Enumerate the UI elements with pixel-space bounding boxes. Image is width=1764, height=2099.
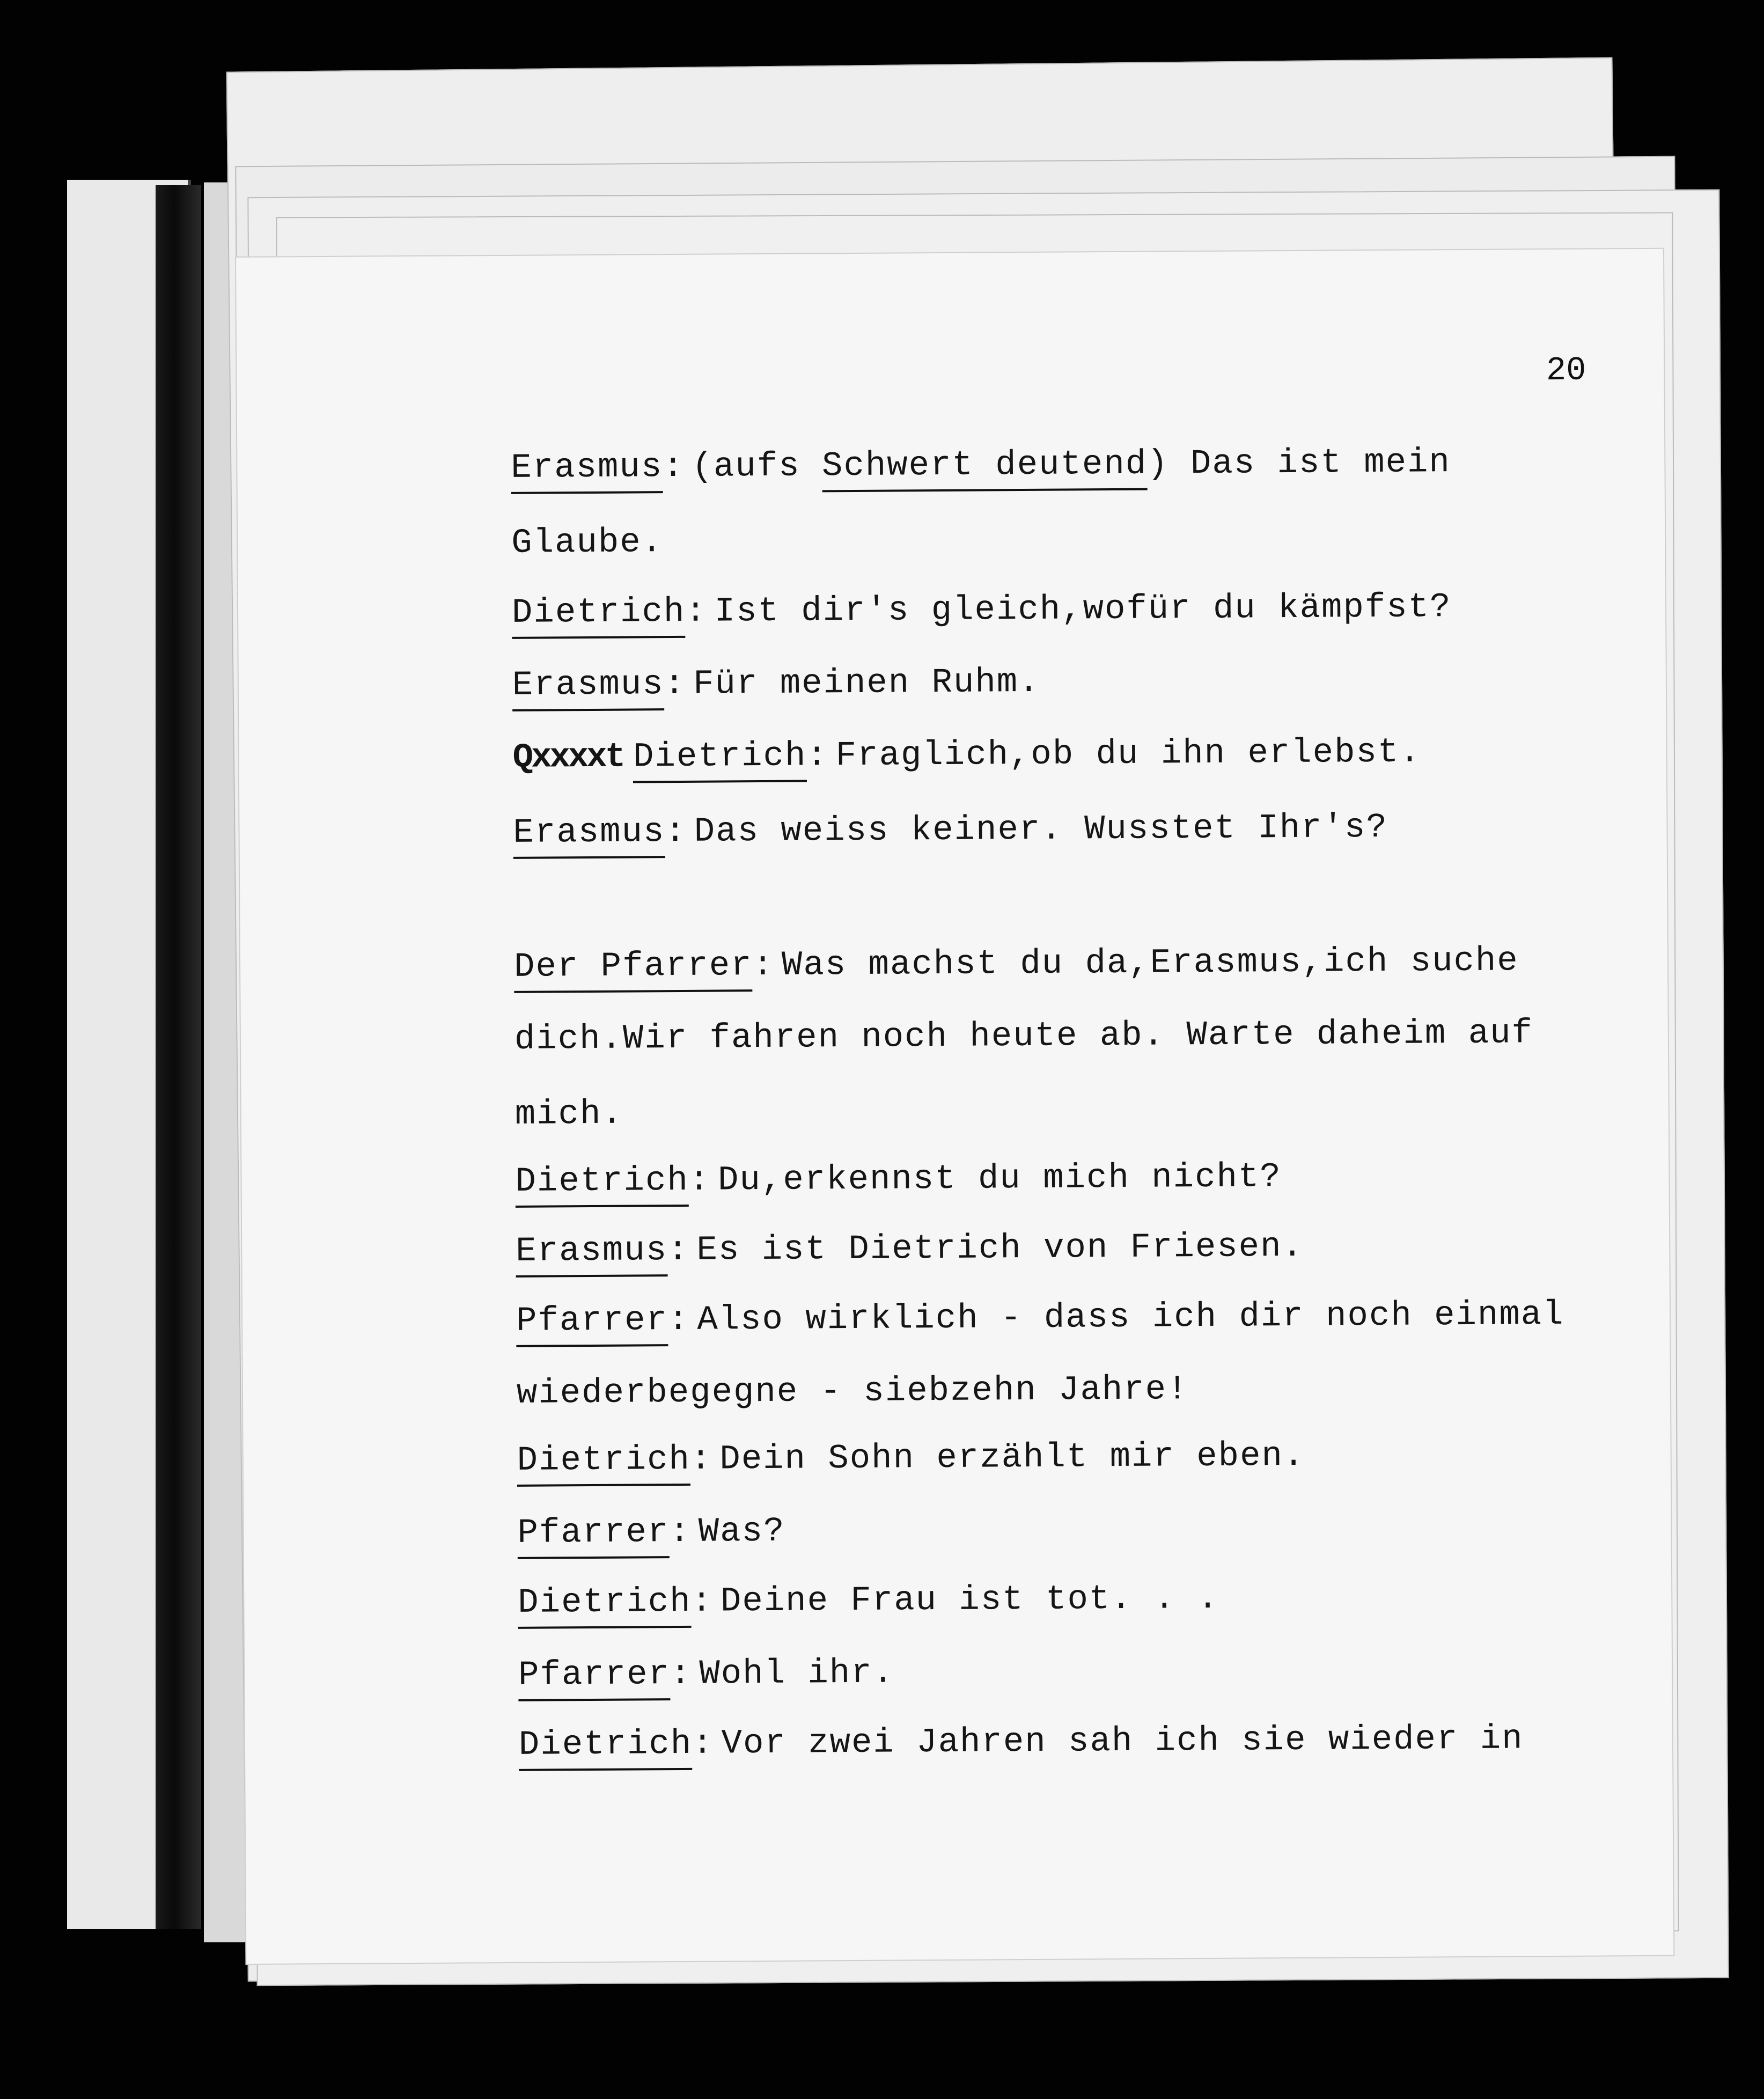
separator: : (691, 1582, 714, 1621)
script-line (513, 809, 1388, 859)
separator: : (752, 946, 775, 986)
script-line (516, 1228, 1304, 1278)
speaker-name: Dietrich (633, 737, 807, 783)
line-text: Vor zwei Jahren sah ich sie wieder in (721, 1720, 1524, 1764)
line-text: Fraglich,ob du ihn erlebst. (835, 733, 1421, 776)
line-text: ) Das ist mein (1146, 443, 1451, 484)
speaker-name: Erasmus (516, 1231, 667, 1278)
separator: : (663, 447, 685, 487)
line-text: mich. (514, 1095, 624, 1134)
line-text: Dein Sohn erzählt mir eben. (719, 1436, 1305, 1479)
separator: : (664, 665, 686, 704)
speaker-name: Dietrich (518, 1583, 692, 1629)
speaker-name: Dietrich (519, 1725, 693, 1771)
speaker-name: Pfarrer (518, 1655, 670, 1701)
separator: : (667, 1231, 689, 1271)
line-text: Für meinen Ruhm. (693, 663, 1040, 704)
speaker-name: Dietrich (512, 593, 686, 639)
script-line (515, 1158, 1282, 1208)
speaker-name: Erasmus (511, 448, 663, 494)
line-text: Also wirklich - dass ich dir noch einmal (697, 1295, 1564, 1340)
struck-out-text: Qxxxxt (512, 738, 624, 777)
separator: : (692, 1724, 714, 1764)
script-line (512, 588, 1452, 639)
line-text: Wohl ihr. (699, 1654, 895, 1694)
script-line (517, 1437, 1305, 1487)
line-text: Glaube. (511, 523, 664, 563)
line-text: wiederbegegne - siebzehn Jahre! (516, 1370, 1189, 1413)
script-line (515, 1095, 623, 1134)
script-line (518, 1654, 894, 1701)
line-text: Deine Frau ist tot. . . (720, 1579, 1219, 1621)
separator: : (669, 1513, 691, 1552)
separator: : (690, 1440, 712, 1479)
script-line (517, 1370, 1189, 1413)
separator: : (665, 812, 687, 852)
script-line (512, 733, 1421, 784)
line-text: Ist dir's gleich,wofür du kämpfst? (714, 588, 1452, 632)
line-text: Du,erkennst du mich nicht? (717, 1158, 1282, 1200)
line-text: Es ist Dietrich von Friesen. (696, 1227, 1304, 1270)
speaker-name: Pfarrer (516, 1301, 668, 1347)
speaker-name: Dietrich (517, 1441, 690, 1487)
speaker-name: Pfarrer (517, 1513, 669, 1559)
script-line (514, 942, 1519, 993)
script-line (514, 1014, 1533, 1059)
speaker-name: Erasmus (513, 813, 665, 859)
speaker-name: Der Pfarrer (514, 946, 753, 993)
line-text: Was? (698, 1512, 785, 1552)
separator: : (688, 1161, 711, 1200)
script-line (518, 1580, 1219, 1629)
script-line (511, 523, 663, 563)
separator: : (667, 1301, 690, 1340)
separator: : (670, 1655, 692, 1694)
page-number: 20 (1546, 351, 1586, 390)
speaker-name: Erasmus (512, 665, 664, 711)
typewritten-page (236, 249, 1673, 1964)
script-line (516, 1296, 1564, 1347)
script-line (512, 663, 1040, 711)
speaker-name: Dietrich (515, 1162, 689, 1208)
page-shadow (156, 185, 201, 1929)
separator: : (685, 592, 707, 632)
script-line (519, 1720, 1524, 1771)
line-text: (aufs (692, 447, 822, 487)
line-text: Das weiss keiner. Wusstet Ihr's? (694, 808, 1388, 852)
script-line (511, 443, 1451, 494)
line-text: dich.Wir fahren noch heute ab. Warte daheim auf (514, 1014, 1534, 1059)
stage-direction: Schwert deutend (822, 445, 1148, 493)
line-text: Was machst du da,Erasmus,ich suche (781, 942, 1519, 985)
script-line (517, 1513, 785, 1559)
separator: : (806, 737, 829, 776)
